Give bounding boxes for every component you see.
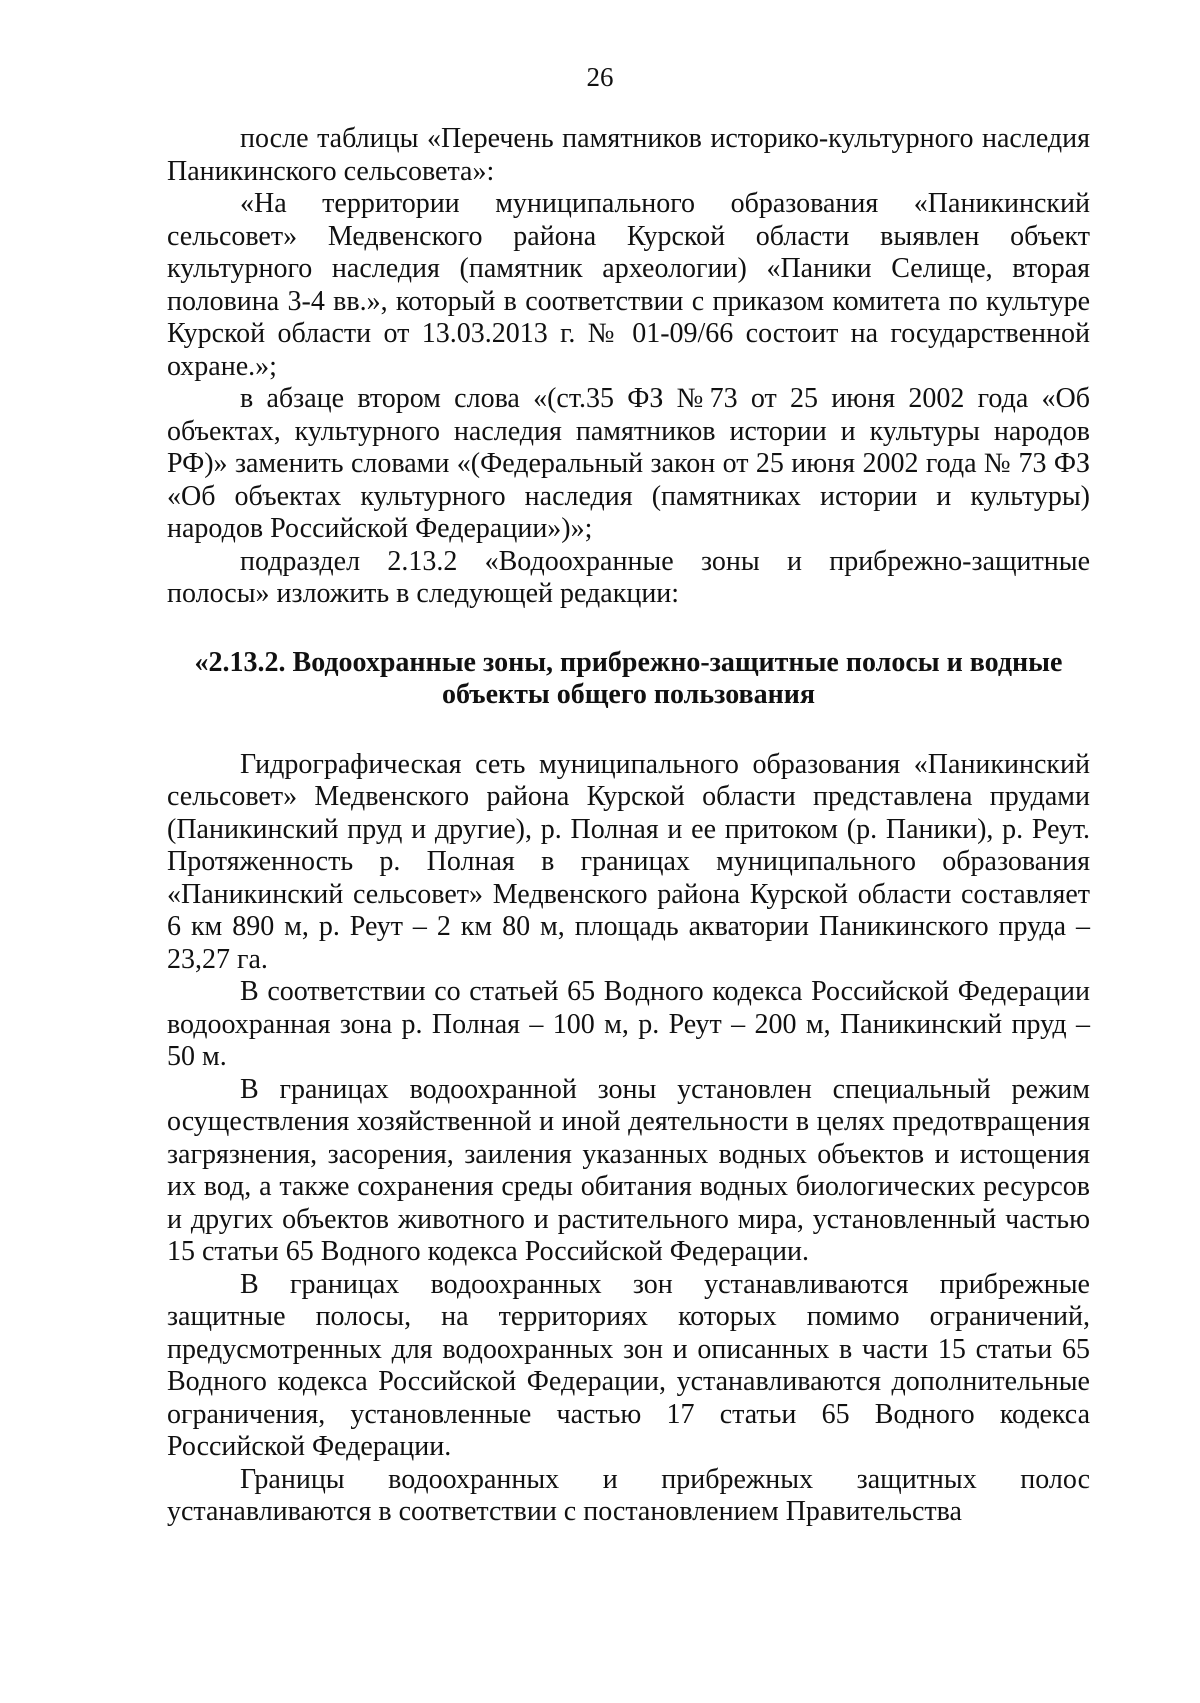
paragraph-after-table: после таблицы «Перечень памятников историко-культурного наследия Паникинского сельсовета»: xyxy=(167,123,1090,187)
paragraph-special-regime: В границах водоохранной зоны установлен специальный режим осуществления хозяйственной и иной деятельности в целях предотвращения загрязнения, засорения, заиления указанных водных объектов и истощения их вод, а также сохранения среды обитания водных биологических ресурсов и других объектов животного и растительного мира, установленный частью 15 статьи 65 Водного кодекса Российской Федерации. xyxy=(167,1073,1090,1267)
section-heading-line-1: «2.13.2. Водоохранные зоны, прибрежно-защитные полосы и водные xyxy=(194,646,1063,678)
section-heading-line-2: объекты общего пользования xyxy=(441,679,816,710)
paragraph-boundaries: Границы водоохранных и прибрежных защитных полос устанавливаются в соответствии с постановлением Правительства xyxy=(167,1463,1090,1527)
paragraph-coastal-protective-strips: В границах водоохранных зон устанавливаются прибрежные защитные полосы, на территориях которых помимо ограничений, предусмотренных для водоохранных зон и описанных в части 15 статьи 65 Водного кодекса Российской Федерации, устанавливаются дополнительные ограничения, установленные частью 17 статьи 65 Водного кодекса Российской Федерации. xyxy=(167,1268,1090,1462)
document-body xyxy=(167,123,1090,1529)
paragraph-cultural-heritage: «На территории муниципального образования «Паникинский сельсовет» Медвенского района Курской области выявлен объект культурного наследия (памятник археологии) «Паники Селище, вторая половина 3-4 вв.», который в соответствии с приказом комитета по культуре Курской области от 13.03.2013 г. № 01-09/66 состоит на государственной охране.»; xyxy=(167,188,1090,382)
paragraph-hydrographic-network: Гидрографическая сеть муниципального образования «Паникинский сельсовет» Медвенского района Курской области представлена прудами (Паникинский пруд и другие), р. Полная и ее притоком (р. Паники), р. Реут. Протяженность р. Полная в границах муниципального образования «Паникинский сельсовет» Медвенского района Курской области составляет 6 км 890 м, р. Реут – 2 км 80 м, площадь акватории Паникинского пруда – 23,27 га. xyxy=(167,748,1090,975)
page-number: 26 xyxy=(586,62,614,92)
paragraph-second-clause-replacement: в абзаце втором слова «(ст.35 ФЗ №73 от 25 июня 2002 года «Об объектах, культурного наследия памятников истории и культуры народов РФ)» заменить словами «(Федеральный закон от 25 июня 2002 года № 73 ФЗ «Об объектах культурного наследия (памятниках истории и культуры) народов Российской Федерации»)»; xyxy=(167,383,1090,544)
section-heading xyxy=(167,647,1090,712)
paragraph-subsection-edit: подраздел 2.13.2 «Водоохранные зоны и прибрежно-защитные полосы» изложить в следующей редакции: xyxy=(167,545,1090,609)
paragraph-water-protection-zone-sizes: В соответствии со статьей 65 Водного кодекса Российской Федерации водоохранная зона р. Полная – 100 м, р. Реут – 200 м, Паникинский пруд – 50 м. xyxy=(167,976,1090,1072)
